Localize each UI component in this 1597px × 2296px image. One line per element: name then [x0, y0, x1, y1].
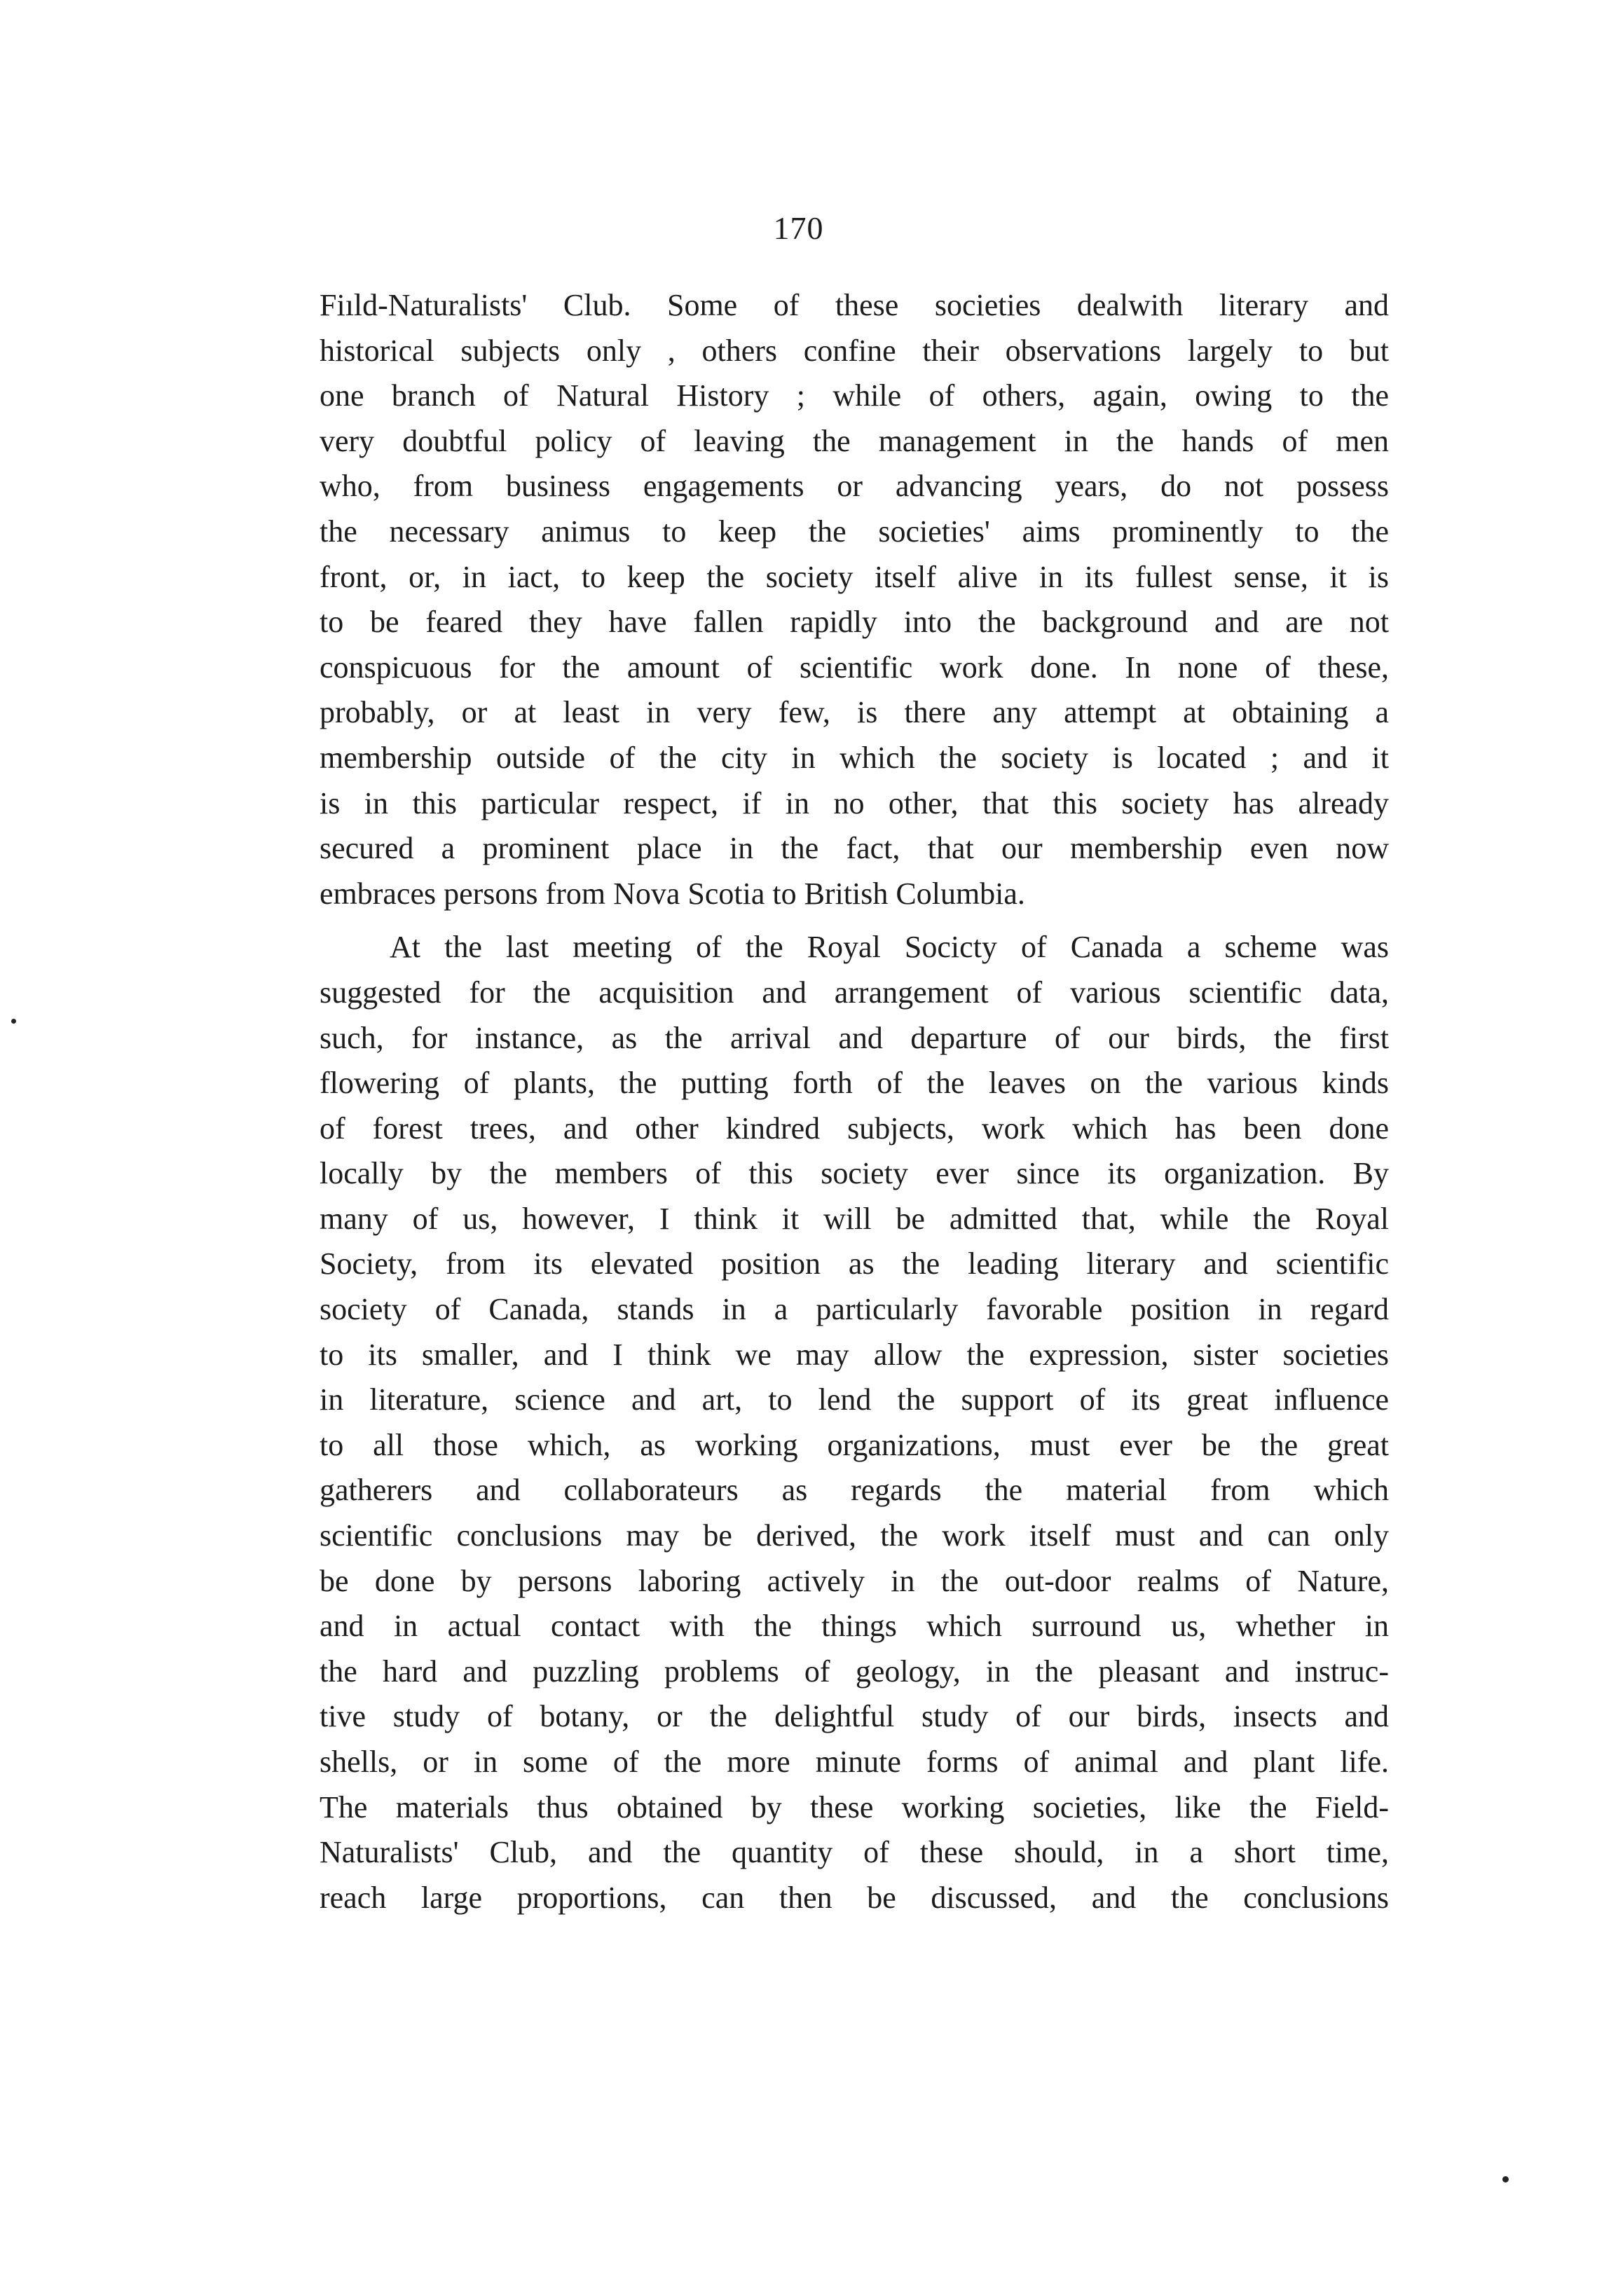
text-line: The materials thus obtained by these working societies, like the Field- [320, 1789, 1389, 1824]
text-line: reach large proportions, can then be discussed, and the conclusions [320, 1880, 1389, 1915]
text-line: Fiıld-Naturalists' Club. Some of these societies dealwith literary and [320, 288, 1389, 322]
scan-speck [1502, 2176, 1509, 2182]
text-line: shells, or in some of the more minute forms of animal and plant life. [320, 1745, 1389, 1779]
text-line: At the last meeting of the Royal Socicty of Canada a scheme was [390, 930, 1389, 965]
text-line: in literature, science and art, to lend the support of its great influence [320, 1382, 1389, 1417]
text-line: flowering of plants, the putting forth of the leaves on the various kinds [320, 1066, 1389, 1101]
text-line: of forest trees, and other kindred subjects, work which has been done [320, 1111, 1389, 1146]
text-line: membership outside of the city in which the society is located ; and it [320, 740, 1389, 775]
text-line: secured a prominent place in the fact, that our membership even now [320, 831, 1389, 866]
text-line: historical subjects only , others confine their observations largely to but [320, 333, 1389, 368]
text-line: many of us, however, I think it will be admitted that, while the Royal [320, 1201, 1389, 1236]
text-line: front, or, in iact, to keep the society itself alive in its fullest sense, it is [320, 559, 1389, 594]
text-line: scientific conclusions may be derived, the work itself must and can only [320, 1518, 1389, 1553]
text-line: and in actual contact with the things which surround us, whether in [320, 1609, 1389, 1644]
text-line: who, from business engagements or advancing years, do not possess [320, 469, 1389, 504]
text-line: the necessary animus to keep the societies' aims prominently to the [320, 514, 1389, 549]
body-text [320, 283, 1389, 1920]
text-line: such, for instance, as the arrival and departure of our birds, the first [320, 1020, 1389, 1055]
text-line: is in this particular respect, if in no other, that this society has already [320, 785, 1389, 820]
text-line: probably, or at least in very few, is there any attempt at obtaining a [320, 695, 1389, 730]
paragraph [320, 283, 1389, 916]
text-line: conspicuous for the amount of scientific work done. In none of these, [320, 649, 1389, 685]
text-line: locally by the members of this society ever since its organization. By [320, 1156, 1389, 1191]
text-line: one branch of Natural History ; while of others, again, owing to the [320, 378, 1389, 413]
text-line: suggested for the acquisition and arrangement of various scientific data, [320, 975, 1389, 1010]
text-line: very doubtful policy of leaving the management in the hands of men [320, 423, 1389, 458]
text-line: embraces persons from Nova Scotia to British Columbia. [320, 876, 1025, 911]
text-line: to be feared they have fallen rapidly into the background and are not [320, 605, 1389, 640]
scan-speck [11, 1019, 16, 1024]
text-line: gatherers and collaborateurs as regards the material from which [320, 1473, 1389, 1508]
text-line: Naturalists' Club, and the quantity of these should, in a short time, [320, 1835, 1389, 1870]
text-line: to all those which, as working organizations, must ever be the great [320, 1427, 1389, 1462]
text-line: to its smaller, and I think we may allow the expression, sister societies [320, 1337, 1389, 1372]
paragraph [320, 925, 1389, 1920]
text-line: Society, from its elevated position as the leading literary and scientific [320, 1246, 1389, 1281]
text-line: tive study of botany, or the delightful study of our birds, insects and [320, 1699, 1389, 1734]
text-line: society of Canada, stands in a particularly favorable position in regard [320, 1292, 1389, 1327]
page-number: 170 [773, 210, 824, 246]
text-line: be done by persons laboring actively in the out-door realms of Nature, [320, 1563, 1389, 1598]
text-line: the hard and puzzling problems of geology, in the pleasant and instruc- [320, 1654, 1389, 1689]
